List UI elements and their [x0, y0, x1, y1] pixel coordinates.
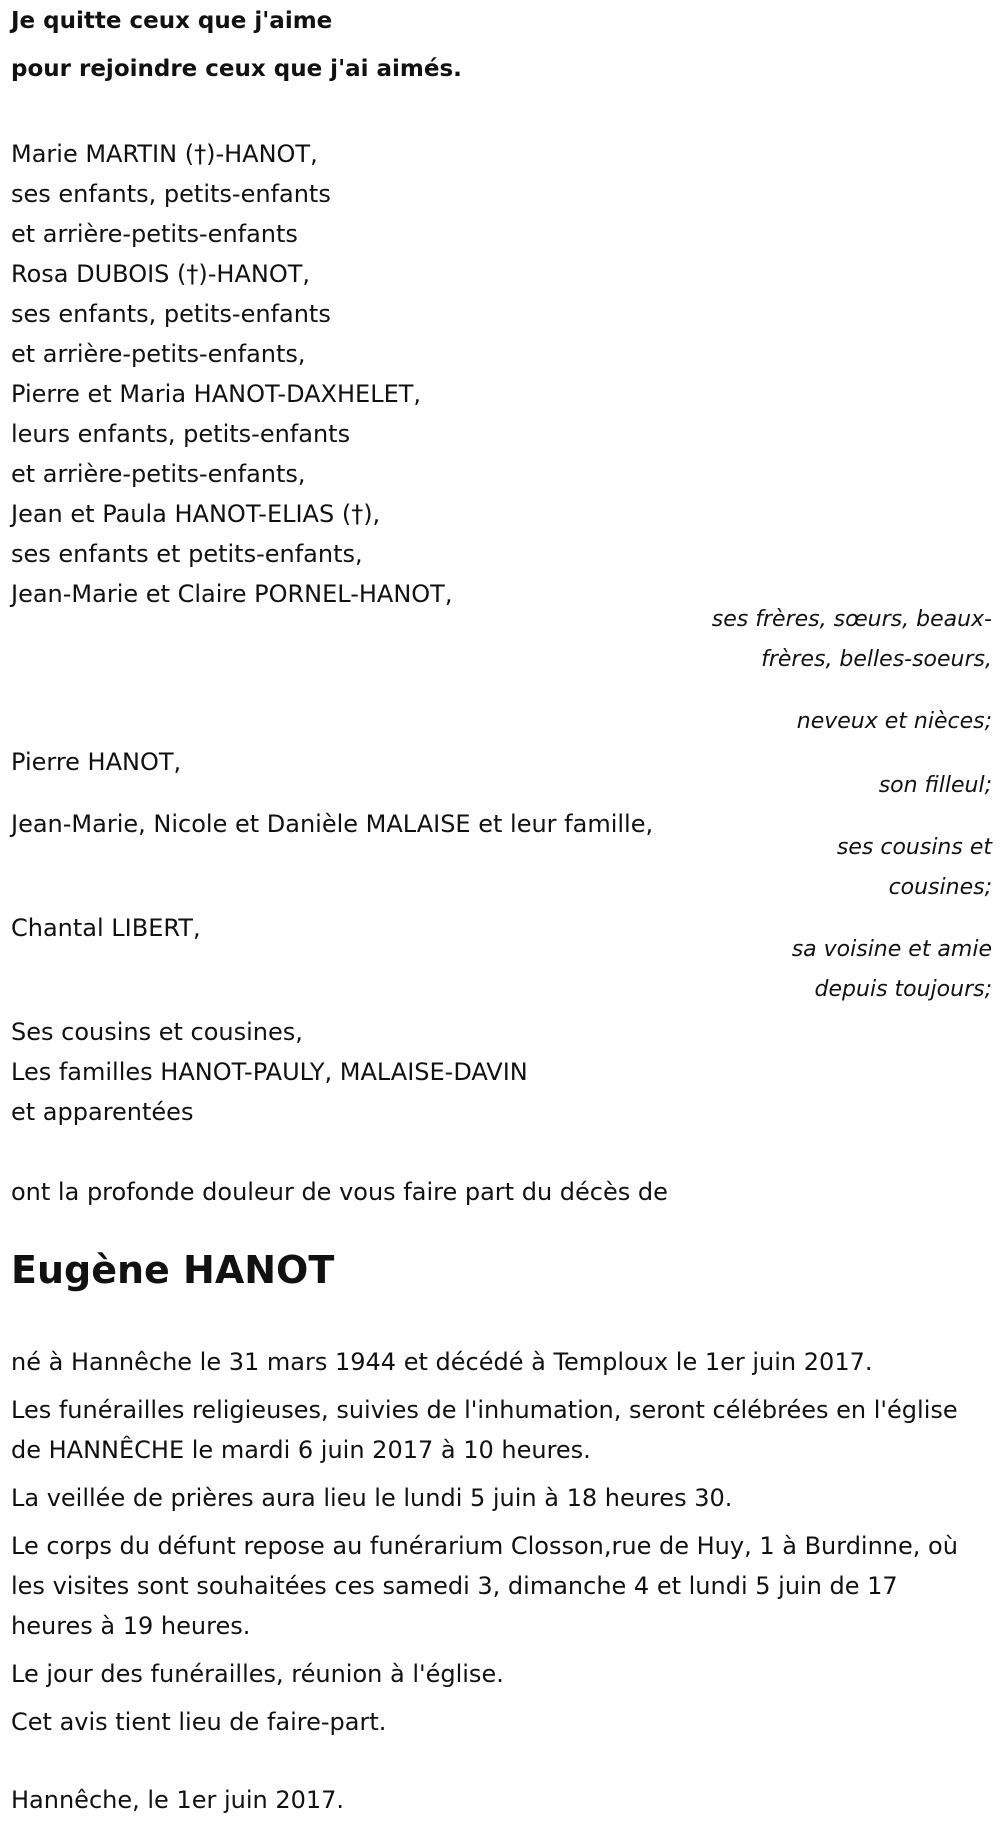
- cousins-name: Jean-Marie, Nicole et Danièle MALAISE et leur famille,: [11, 810, 654, 838]
- family-line: ses enfants, petits-enfants: [11, 180, 331, 208]
- neighbor-name: Chantal LIBERT,: [11, 914, 201, 942]
- epigraph-line-1: Je quitte ceux que j'aime: [11, 8, 333, 34]
- detail-paragraph: Cet avis tient lieu de faire-part.: [11, 1708, 387, 1736]
- family-line: Jean et Paula HANOT-ELIAS (†),: [11, 500, 381, 528]
- family-line: et arrière-petits-enfants: [11, 220, 298, 248]
- family-line: ses enfants et petits-enfants,: [11, 540, 363, 568]
- announcement: ont la profonde douleur de vous faire part du décès de: [11, 1178, 668, 1206]
- godson-name: Pierre HANOT,: [11, 748, 182, 776]
- signature: Hannêche, le 1er juin 2017.: [11, 1786, 345, 1814]
- family-line: leurs enfants, petits-enfants: [11, 420, 351, 448]
- detail-paragraph: Le jour des funérailles, réunion à l'église.: [11, 1660, 504, 1688]
- family-line: Marie MARTIN (†)-HANOT,: [11, 140, 318, 168]
- family-line: Rosa DUBOIS (†)-HANOT,: [11, 260, 311, 288]
- family-line: Jean-Marie et Claire PORNEL-HANOT,: [11, 580, 453, 608]
- cousins-relation: ses cousins et cousines;: [836, 835, 992, 900]
- detail-paragraph: La veillée de prières aura lieu le lundi 5 juin à 18 heures 30.: [11, 1484, 733, 1512]
- family-line: ses enfants, petits-enfants: [11, 300, 331, 328]
- neighbor-relation: sa voisine et amie depuis toujours;: [791, 937, 992, 1002]
- siblings-relation: ses frères, sœurs, beaux-frères, belles-soeurs,: [711, 607, 992, 672]
- family-line: Pierre et Maria HANOT-DAXHELET,: [11, 380, 422, 408]
- others-line: Les familles HANOT-PAULY, MALAISE-DAVIN: [11, 1058, 528, 1086]
- others-line: et apparentées: [11, 1098, 194, 1126]
- family-line: et arrière-petits-enfants,: [11, 340, 306, 368]
- family-line: et arrière-petits-enfants,: [11, 460, 306, 488]
- deceased-name: Eugène HANOT: [11, 1248, 335, 1292]
- epigraph-line-2: pour rejoindre ceux que j'ai aimés.: [11, 56, 462, 82]
- godson-relation: son filleul;: [878, 773, 992, 798]
- detail-paragraph: né à Hannêche le 31 mars 1944 et décédé à Temploux le 1er juin 2017.: [11, 1348, 873, 1376]
- siblings-relation-tail: neveux et nièces;: [796, 709, 992, 734]
- detail-paragraph: Les funérailles religieuses, suivies de l'inhumation, seront célébrées en l'église de HANNÊCHE le mardi 6 juin 2017 à 10 heures.: [11, 1396, 958, 1464]
- detail-paragraph: Le corps du défunt repose au funérarium Closson,rue de Huy, 1 à Burdinne, où les visites sont souhaitées ces samedi 3, dimanche 4 et lundi 5 juin de 17 heures à 19 heures.: [11, 1532, 958, 1640]
- others-line: Ses cousins et cousines,: [11, 1018, 303, 1046]
